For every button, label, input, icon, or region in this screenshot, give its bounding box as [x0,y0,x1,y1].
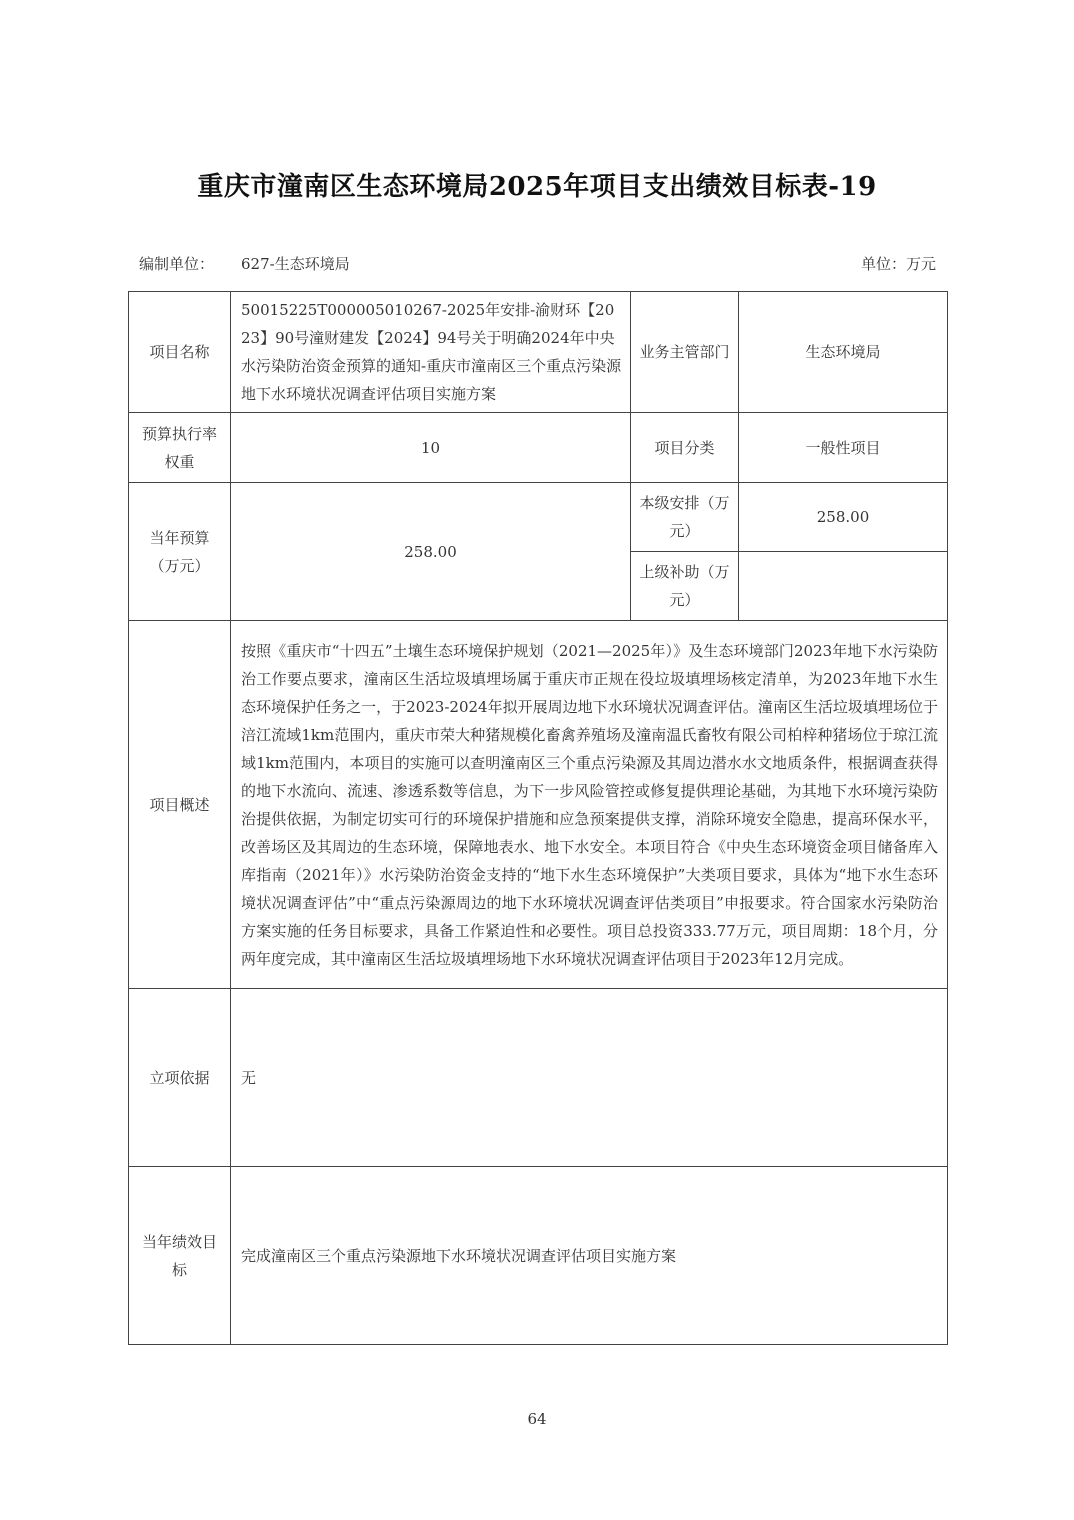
local-label: 本级安排（万元） [631,483,739,552]
compiler-value: 627-生态环境局 [241,255,350,273]
category-value: 一般性项目 [739,413,948,483]
goal-value: 完成潼南区三个重点污染源地下水环境状况调查评估项目实施方案 [231,1167,948,1345]
overview-label: 项目概述 [129,621,231,989]
exec-rate-value: 10 [231,413,631,483]
compiler-label: 编制单位： [139,255,215,273]
project-name-label: 项目名称 [129,292,231,413]
basis-label: 立项依据 [129,989,231,1167]
category-label: 项目分类 [631,413,739,483]
unit-label: 单位：万元 [860,255,936,273]
local-value: 258.00 [739,483,948,552]
project-name-value: 50015225T000005010267-2025年安排-渝财环【2023】90号潼财建发【2024】94号关于明确2024年中央水污染防治资金预算的通知-重庆市潼南区三个重点污染源地下水环境状况调查评估项目实施方案 [231,292,631,413]
exec-rate-label: 预算执行率权重 [129,413,231,483]
table-row [129,1167,948,1345]
upper-value [739,552,948,621]
budget-value: 258.00 [231,483,631,621]
basis-value: 无 [231,989,948,1167]
table-row [129,483,948,552]
dept-value: 生态环境局 [739,292,948,413]
page-title: 重庆市潼南区生态环境局2025年项目支出绩效目标表-19 [197,172,877,202]
page-number: 64 [527,1410,547,1428]
table-row [129,989,948,1167]
goal-label: 当年绩效目标 [129,1167,231,1345]
dept-label: 业务主管部门 [631,292,739,413]
table-row [129,413,948,483]
budget-label: 当年预算（万元） [129,483,231,621]
overview-text: 按照《重庆市“十四五”土壤生态环境保护规划（2021—2025年）》及生态环境部门2023年地下水污染防治工作要点要求，潼南区生活垃圾填埋场属于重庆市正规在役垃圾填埋场核定清单，为2023年地下水生态环境保护任务之一，于2023-2024年拟开展周边地下水环境状况调查评估。潼南区生活垃圾填埋场位于涪江流域1km范围内，重庆市荣大种猪规模化畜禽养殖场及潼南温氏畜牧有限公司柏梓种猪场位于琼江流域1km范围内，本项目的实施可以查明潼南区三个重点污染源及其周边潜水水文地质条件，根据调查获得的地下水流向、流速、渗透系数等信息，为下一步风险管控或修复提供理论基础，为其地下水环境污染防治提供依据，为制定切实可行的环境保护措施和应急预案提供支撑，消除环境安全隐患，提高环保水平，改善场区及其周边的生态环境，保障地表水、地下水安全。本项目符合《中央生态环境资金项目储备库入库指南（2021年）》水污染防治资金支持的“地下水生态环境保护”大类项目要求，具体为“地下水生态环境状况调查评估”中“重点污染源周边的地下水环境状况调查评估类项目”申报要求。符合国家水污染防治方案实施的任务目标要求，具备工作紧迫性和必要性。项目总投资333.77万元，项目周期：18个月，分两年度完成，其中潼南区生活垃圾填埋场地下水环境状况调查评估项目于2023年12月完成。 [231,621,948,989]
table-row [129,621,948,989]
table-row [129,292,948,413]
upper-label: 上级补助（万元） [631,552,739,621]
performance-table [128,291,948,1345]
